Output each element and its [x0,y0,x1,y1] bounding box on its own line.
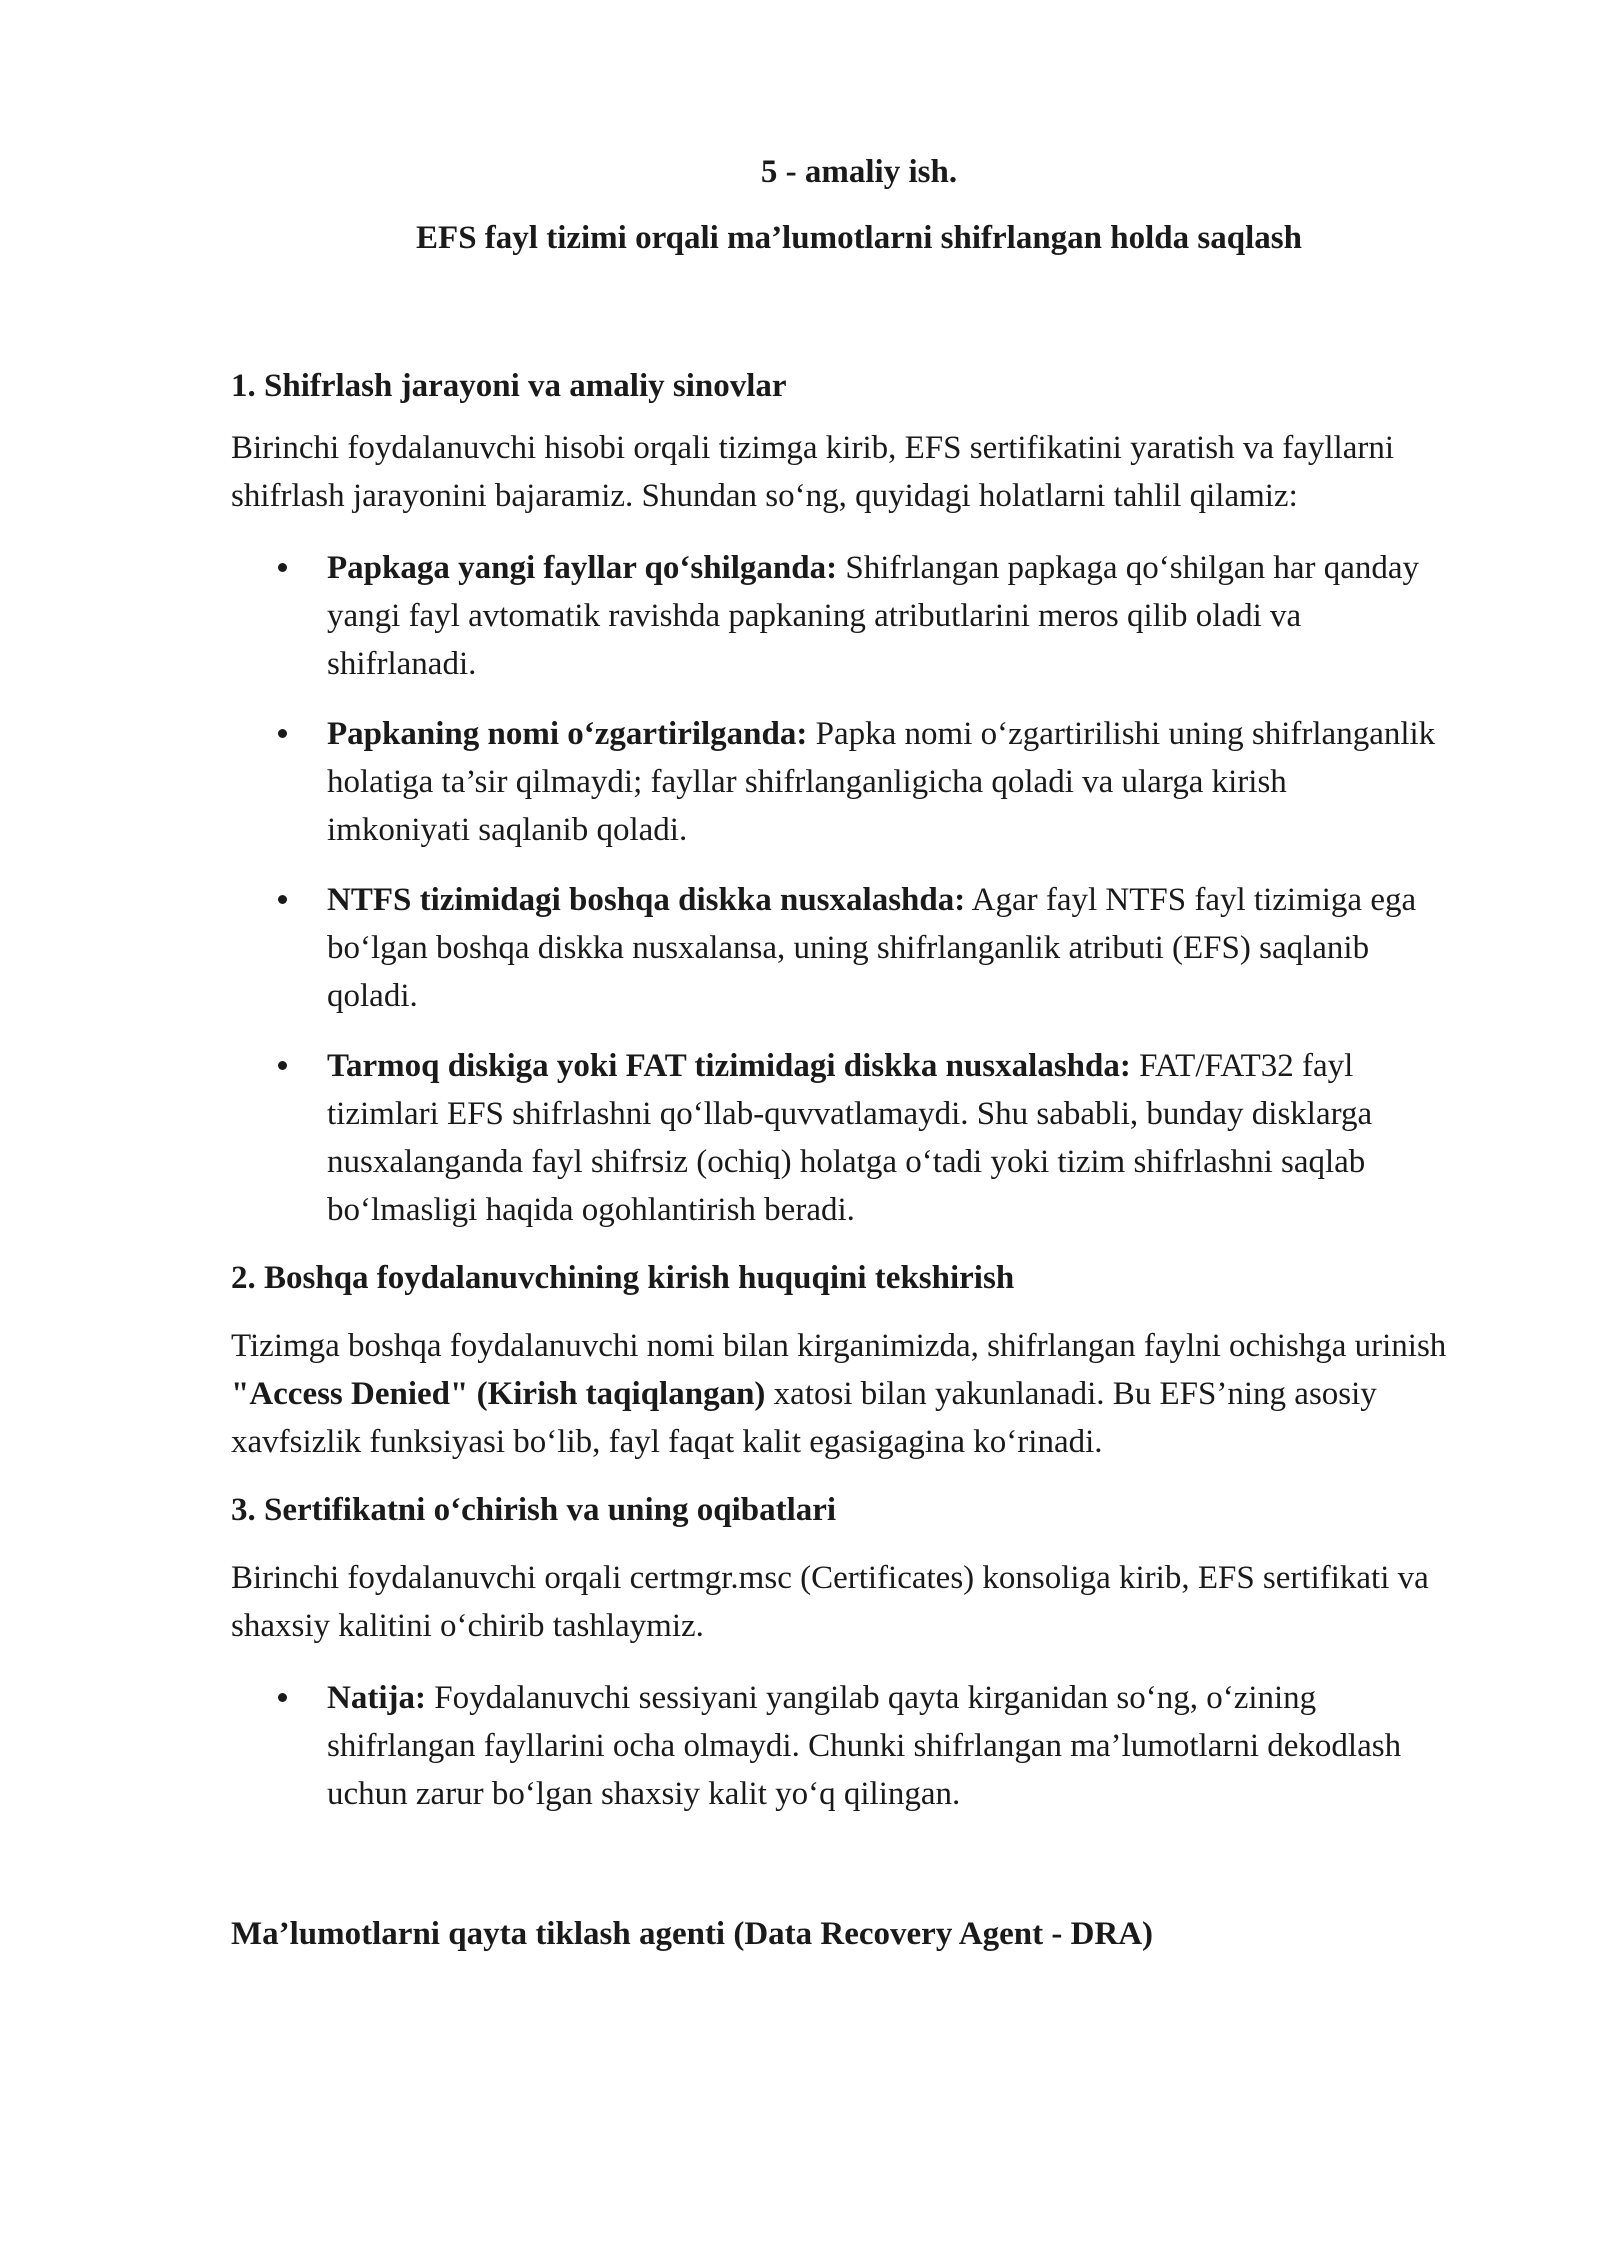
bullet-label: Papkaga yangi fayllar qo‘shilganda: [327,550,838,586]
bullet-text: Foydalanuvchi sessiyani yangilab qayta kirganidan so‘ng, o‘zining shifrlangan fayllarini ocha olmaydi. Chunki shifrlangan ma’lumotlarni dekodlash uchun zarur bo‘lgan shaxsiy kalit yo‘q qilingan. [327,1680,1402,1812]
bullet-dot-icon [278,729,287,738]
bullet-item [231,1674,1437,1818]
bullet-item [231,544,1437,688]
document-title: EFS fayl tizimi orqali ma’lumotlarni shifrlangan holda saqlash [416,220,1302,256]
bullet-text: Agar fayl NTFS fayl tizimiga ega bo‘lgan boshqa diskka nusxalansa, uning shifrlanganlik atributi (EFS) saqlanib qoladi. [327,882,1417,1014]
section-1-bullet-list [231,544,1531,1234]
bullet-item [231,710,1437,854]
bullet-label: Papkaning nomi o‘zgartirilganda: [327,716,808,752]
bullet-text: FAT/FAT32 fayl tizimlari EFS shifrlashni qo‘llab-quvvatlamaydi. Shu sababli, bunday disklarga nusxalanganda fayl shifrsiz (ochiq) holatga o‘tadi yoki tizim shifrlashni saqlab bo‘lmasligi haqida ogohlantirish beradi. [327,1048,1373,1228]
bullet-item [231,876,1437,1020]
document-page [231,140,1531,1958]
bullet-label: Natija: [327,1680,426,1716]
section-2-text-end: xatosi bilan yakunlanadi. Bu EFS’ning asosiy xavfsizlik funksiyasi bo‘lib, fayl faqat kalit egasigagina ko‘rinadi. [231,1376,1377,1460]
bullet-label: Tarmoq diskiga yoki FAT tizimidagi diskka nusxalashda: [327,1048,1131,1084]
section-4-heading: Ma’lumotlarni qayta tiklash agenti (Data Recovery Agent - DRA) [231,1916,1154,1952]
section-3-bullet-list [231,1674,1531,1818]
section-2-text-start: Tizimga boshqa foydalanuvchi nomi bilan kirganimizda, shifrlangan faylni ochishga urinish [231,1328,1447,1364]
access-denied-text: "Access Denied" (Kirish taqiqlangan) [231,1376,766,1412]
section-3-heading: 3. Sertifikatni o‘chirish va uning oqibatlari [231,1492,837,1528]
bullet-dot-icon [278,563,287,572]
bullet-dot-icon [278,1693,287,1702]
bullet-dot-icon [278,895,287,904]
bullet-item [231,1042,1437,1234]
bullet-text: Shifrlangan papkaga qo‘shilgan har qanday yangi fayl avtomatik ravishda papkaning atributlarini meros qilib oladi va shifrlanadi. [327,550,1419,682]
section-2-heading: 2. Boshqa foydalanuvchining kirish huquqini tekshirish [231,1260,1015,1296]
bullet-text: Papka nomi o‘zgartirilishi uning shifrlanganlik holatiga ta’sir qilmaydi; fayllar shifrlanganligicha qoladi va ularga kirish imkoniyati saqlanib qoladi. [327,716,1436,848]
section-1-heading: 1. Shifrlash jarayoni va amaliy sinovlar [231,368,787,404]
bullet-label: NTFS tizimidagi boshqa diskka nusxalashda: [327,882,966,918]
section-3-intro: Birinchi foydalanuvchi orqali certmgr.msc (Certificates) konsoliga kirib, EFS sertifikati va shaxsiy kalitini o‘chirib tashlaymiz. [231,1560,1429,1644]
bullet-dot-icon [278,1061,287,1070]
section-1-intro: Birinchi foydalanuvchi hisobi orqali tizimga kirib, EFS sertifikatini yaratish va fayllarni shifrlash jarayonini bajaramiz. Shundan so‘ng, quyidagi holatlarni tahlil qilamiz: [231,430,1394,514]
lab-number: 5 - amaliy ish. [760,154,958,190]
section-2-paragraph [231,1322,1511,1466]
